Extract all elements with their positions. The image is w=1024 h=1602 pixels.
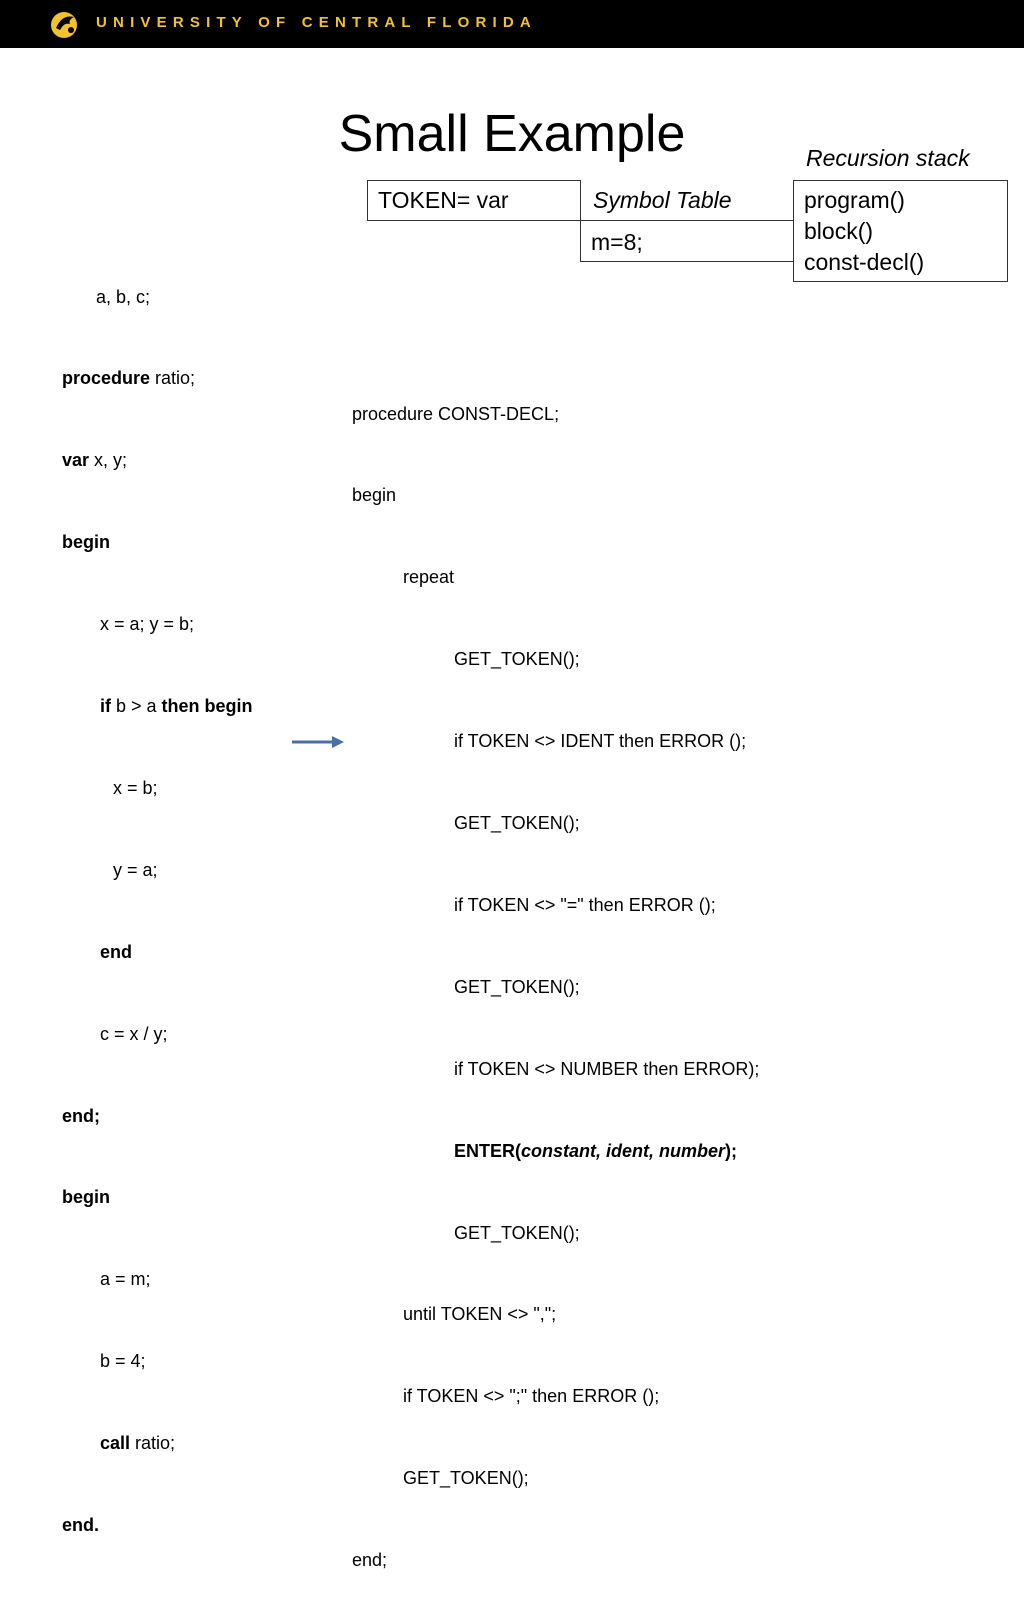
code-line: GET_TOKEN(); [454,649,580,670]
code-line: GET_TOKEN(); [454,976,580,997]
recursion-stack-box [793,180,1008,282]
code-line: repeat [403,567,455,588]
recursion-stack-label: Recursion stack [806,145,970,171]
page-title: Small Example [338,105,686,163]
code-line: if b > a then begin [100,696,253,717]
symbol-table-entry: m=8; [580,220,796,262]
program-code [62,229,253,1567]
code-line: x = b; [113,777,158,798]
header-bar [0,0,1024,48]
code-line: ENTER(constant, ident, number); [454,1140,738,1161]
code-line: until TOKEN <> ","; [403,1304,557,1325]
code-line: end. [62,1514,100,1535]
code-line: call ratio; [100,1433,176,1454]
code-line: if TOKEN <> IDENT then ERROR (); [454,731,747,752]
token-box: TOKEN= var [367,180,581,221]
code-line: procedure ratio; [62,368,196,389]
code-line: y = a; [113,859,158,880]
code-line: procedure CONST-DECL; [352,403,560,424]
code-line: GET_TOKEN(); [454,1222,580,1243]
right-arrow-icon [290,734,346,750]
stack-frame: block() [804,218,874,244]
code-line: if TOKEN <> "=" then ERROR (); [454,894,716,915]
code-line: var x, y; [62,450,128,471]
code-line: GET_TOKEN(); [454,813,580,834]
code-line: c = x / y; [100,1023,168,1044]
pegasus-logo-icon [48,8,80,40]
code-line: end; [62,1105,100,1126]
stack-frame: program() [804,187,905,213]
code-line: a = m; [100,1269,151,1290]
code-line: if TOKEN <> NUMBER then ERROR); [454,1058,760,1079]
code-line: x = a; y = b; [100,614,195,635]
code-line: begin [352,485,397,506]
university-name: UNIVERSITY OF CENTRAL FLORIDA [96,14,537,31]
procedure-code [352,346,760,1602]
code-line: end [100,941,133,962]
code-line: a, b, c; [96,286,151,307]
code-line: if TOKEN <> ";" then ERROR (); [403,1386,660,1407]
symbol-table-label: Symbol Table [593,187,732,213]
code-line: begin [62,1187,110,1208]
code-line: begin [62,532,110,553]
code-line: b = 4; [100,1351,146,1372]
code-line: GET_TOKEN(); [403,1468,529,1489]
code-line: end; [352,1550,388,1571]
stack-frame: const-decl() [804,249,925,275]
